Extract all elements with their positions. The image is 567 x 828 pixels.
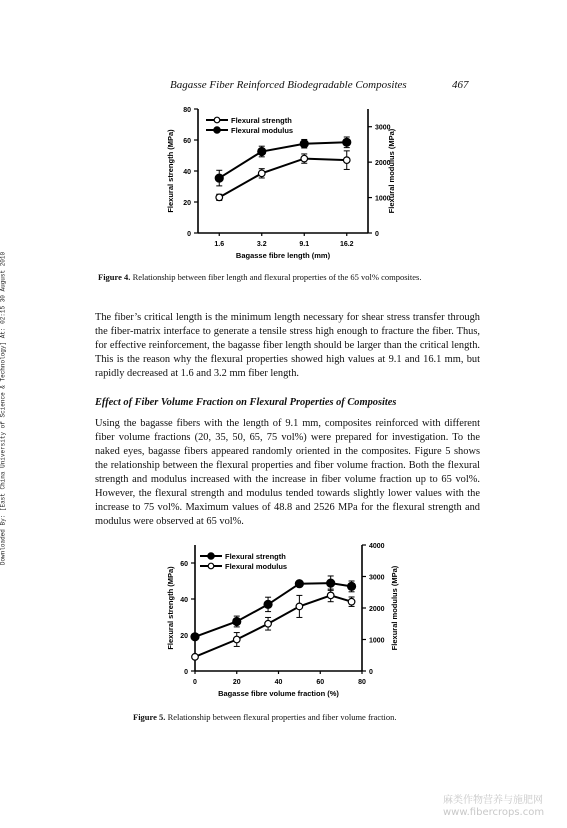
fig5-ytick-label: 0 xyxy=(184,669,188,676)
fig5-flexural-modulus-point xyxy=(233,636,240,643)
fig4-ytick-label: 40 xyxy=(183,169,191,176)
fig5-legend-label: Flexural modulus xyxy=(225,562,288,571)
fig4-flexural-strength-point xyxy=(343,157,350,164)
paragraph-volume-fraction: Using the bagasse fibers with the length of 9.1 mm, composites reinforced with different fiber volume fractions (20, 35, 50, 65, 75 vol%) were prepared for investigation. To the naked eyes, bagasse fibers appeared randomly oriented in the composites. Figure 5 shows the relationship between the flexural properties and fiber volume fraction. Both the flexural strength and modulus increased with the increase in fiber volume fraction up to 65 vol%. However, the flexural strength and modulus tended towards slightly lower values with the increase to 75 vol%. Maximum values of 48.8 and 2526 MPa for the flexural strength and modulus were observed at 65 vol%. xyxy=(95,418,480,527)
figure-4-caption-text: Relationship between fiber length and flexural properties of the 65 vol% composites. xyxy=(132,272,422,282)
fig5-flexural-modulus-point xyxy=(296,603,303,610)
fig4-legend-label: Flexural modulus xyxy=(231,126,294,135)
fig4-xtick-label: 3.2 xyxy=(256,241,267,248)
fig5-xtick-label: 40 xyxy=(274,679,283,686)
fig5-flexural-strength-point xyxy=(264,600,272,608)
fig4-ytick-label: 0 xyxy=(187,231,191,238)
download-note-text: Downloaded By: [East China University of Science & Technology] At: 02:15 30 August 2010 xyxy=(0,251,7,566)
fig4-yrtick-label: 1000 xyxy=(375,195,391,203)
fig5-flexural-strength-point xyxy=(327,579,335,587)
figure-5-caption-text: Relationship between flexural properties and fiber volume fraction. xyxy=(167,712,397,722)
fig5-xtick-label: 80 xyxy=(358,679,366,686)
fig5-xtick-label: 60 xyxy=(316,679,325,686)
fig4-flexural-modulus-point xyxy=(300,140,308,148)
fig4-ytick-label: 20 xyxy=(183,200,191,207)
fig5-flexural-modulus-point xyxy=(192,654,199,661)
fig5-ytick-label: 20 xyxy=(180,633,188,640)
fig5-legend-label: Flexural strength xyxy=(225,552,286,561)
fig4-legend-label: Flexural strength xyxy=(231,116,292,125)
section-heading: Effect of Fiber Volume Fraction on Flexural Properties of Composites xyxy=(95,397,397,408)
fig4-xtick-label: 9.1 xyxy=(299,241,310,248)
fig5-flexural-strength-point xyxy=(233,618,241,626)
fig4-legend-marker xyxy=(214,127,220,133)
fig5-legend-marker xyxy=(208,553,214,559)
figure-5-label: Figure 5. xyxy=(133,712,166,722)
fig4-xlabel: Bagasse fibre length (mm) xyxy=(235,251,331,260)
fig5-flexural-modulus-point xyxy=(327,592,334,599)
fig5-yrtick-label: 2000 xyxy=(369,606,385,613)
fig5-flexural-modulus-point xyxy=(265,620,272,627)
page-number: 467 xyxy=(452,79,469,91)
fig4-flexural-modulus-point xyxy=(343,138,351,146)
fig5-flexural-strength-line xyxy=(195,583,352,637)
fig4-flexural-modulus-point xyxy=(215,174,223,182)
fig5-legend-marker xyxy=(208,563,214,569)
fig5-ytick-label: 40 xyxy=(180,597,188,604)
fig4-legend-marker xyxy=(214,117,220,123)
fig5-flexural-modulus-line xyxy=(195,595,352,656)
fig5-flexural-strength-point xyxy=(348,582,356,590)
fig4-flexural-strength-point xyxy=(258,170,265,177)
fig5-xtick-label: 0 xyxy=(193,679,197,686)
fig4-ytick-label: 80 xyxy=(183,107,191,114)
fig5-ylabel: Flexural strength (MPa) xyxy=(166,566,175,650)
running-header-title: Bagasse Fiber Reinforced Biodegradable Composites xyxy=(170,79,407,91)
fig5-yrtick-label: 4000 xyxy=(369,543,385,550)
fig4-yrtick-label: 0 xyxy=(375,231,379,238)
watermark-line-1: 麻类作物营养与施肥网 xyxy=(443,795,543,806)
fig4-flexural-strength-point xyxy=(301,155,308,162)
watermark xyxy=(443,795,544,819)
fig4-flexural-strength-line xyxy=(219,159,347,198)
figure-5-caption xyxy=(133,712,397,722)
fig4-xtick-label: 1.6 xyxy=(214,241,225,248)
paragraph-critical-length: The fiber’s critical length is the minimum length necessary for shear stress transfer through the fiber-matrix interface to generate a tensile stress high enough to fracture the fiber. Thus, for effective reinforcement, the bagasse fiber length should be larger than the critical length. This is the reason why the flexural properties showed high values at 9.1 and 16.1 mm, but rapidly decreased at 1.6 and 3.2 mm fiber length. xyxy=(95,312,480,379)
watermark-line-2: www.fibercrops.com xyxy=(443,807,545,818)
figure-4-label: Figure 4. xyxy=(98,272,131,282)
figure-5-chart xyxy=(160,538,420,708)
fig4-ylabel: Flexural strength (MPa) xyxy=(166,129,175,213)
figure-4-chart xyxy=(160,100,410,270)
fig5-yrtick-label: 3000 xyxy=(369,574,385,582)
fig4-ylabel-right: Flexural modulus (MPa) xyxy=(387,128,396,214)
fig5-flexural-strength-point xyxy=(295,580,303,588)
fig5-flexural-strength-point xyxy=(191,633,199,641)
fig4-flexural-strength-point xyxy=(216,194,223,201)
fig5-yrtick-label: 0 xyxy=(369,669,373,676)
fig5-ylabel-right: Flexural modulus (MPa) xyxy=(390,565,399,651)
fig5-yrtick-label: 1000 xyxy=(369,637,385,645)
fig5-ytick-label: 60 xyxy=(180,561,188,568)
fig4-yrtick-label: 3000 xyxy=(375,124,391,132)
fig5-flexural-modulus-point xyxy=(348,598,355,605)
download-note xyxy=(0,240,8,580)
figure-4-caption xyxy=(98,272,421,282)
fig4-xtick-label: 16.2 xyxy=(339,241,354,248)
fig4-yrtick-label: 2000 xyxy=(375,160,391,168)
fig4-flexural-modulus-point xyxy=(258,148,266,156)
fig5-xlabel: Bagasse fibre volume fraction (%) xyxy=(218,689,339,698)
fig5-xtick-label: 20 xyxy=(232,679,241,686)
fig4-ytick-label: 60 xyxy=(183,138,191,145)
